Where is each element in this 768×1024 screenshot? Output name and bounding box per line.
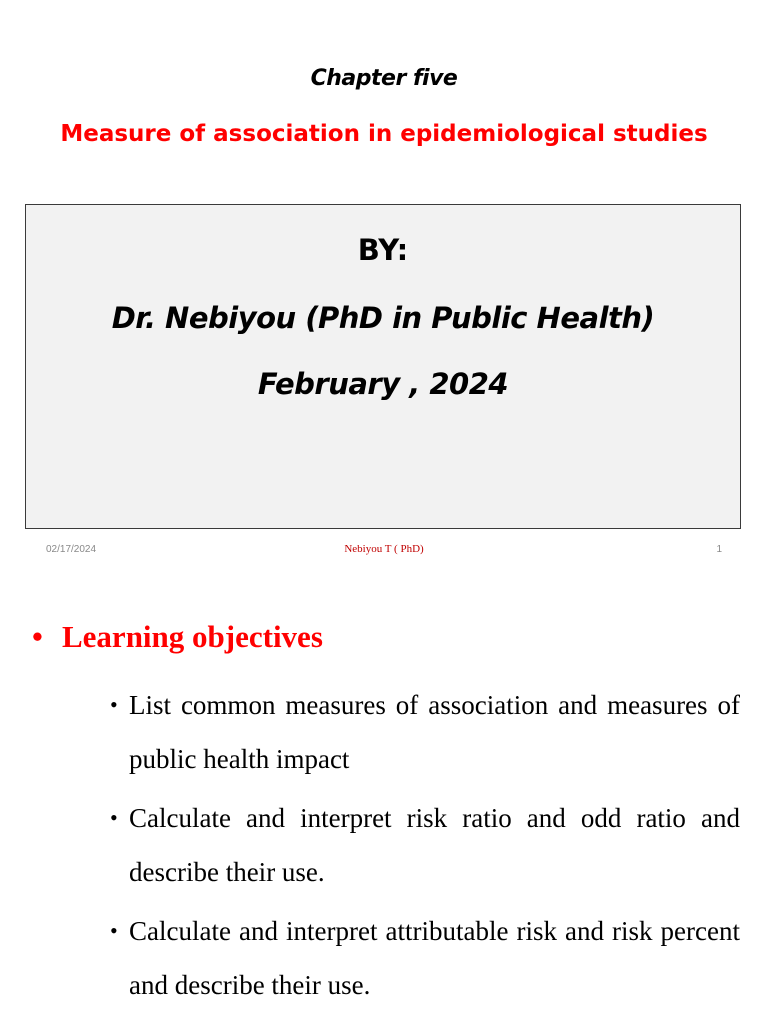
list-item: • Calculate and interpret risk ratio and odd ratio and describe their use. — [108, 791, 740, 899]
list-item: • Calculate and interpret attributable risk and risk percent and describe their use. — [108, 904, 740, 1012]
slide-title: Measure of association in epidemiological studies — [60, 121, 708, 147]
list-item: • List common measures of association and measures of public health impact — [108, 678, 740, 786]
page-number: 1 — [716, 544, 722, 555]
footer-author: Nebiyou T ( PhD) — [344, 543, 424, 555]
learning-objectives-heading — [32, 619, 323, 655]
objectives-slide — [0, 562, 768, 1024]
author-name: Dr. Nebiyou (PhD in Public Health) — [111, 301, 655, 335]
chapter-label: Chapter five — [310, 66, 458, 91]
bullet-icon: • — [32, 619, 43, 654]
heading-text: Learning objectives — [62, 619, 323, 654]
presentation-date: February , 2024 — [257, 367, 509, 401]
by-label: BY: — [357, 233, 409, 267]
author-box — [25, 204, 741, 529]
footer-date: 02/17/2024 — [46, 544, 97, 555]
objectives-list — [108, 678, 740, 1017]
